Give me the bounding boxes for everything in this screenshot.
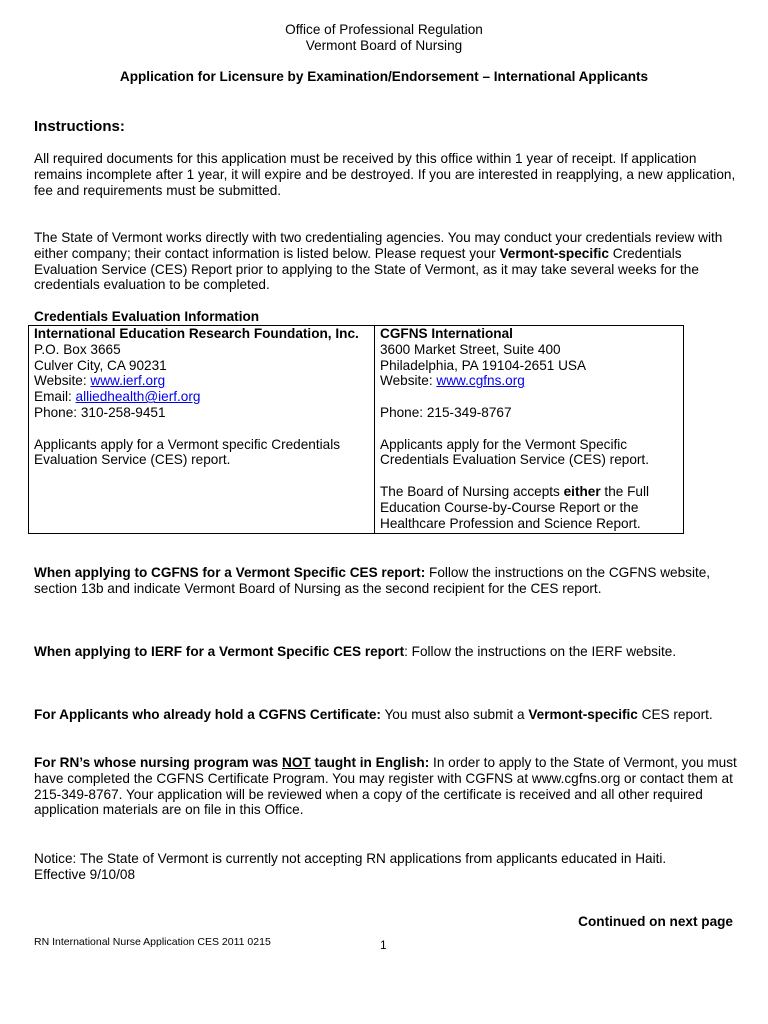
instructions-heading: Instructions: [34,118,125,135]
cgfns-phone: Phone: 215-349-8767 [380,404,512,420]
ierf-email-line: Email: alliedhealth@ierf.org [34,389,201,405]
cgfns-address-1: 3600 Market Street, Suite 400 [380,341,561,357]
page-number: 1 [380,938,387,952]
office-name: Office of Professional Regulation [285,22,483,37]
cgfns-name: CGFNS International [380,326,513,341]
instructions-paragraph-2: The State of Vermont works directly with two credentialing agencies. You may conduct your credentials review with either company; their contact information is listed below. Please request your Vermont-specific Credentials Evaluation Service (CES) Report prior to applying to the State of Vermont, as it may take several weeks for the credentials evaluation to be completed. [34,230,723,293]
ierf-phone: Phone: 310-258-9451 [34,404,166,420]
cgfns-apply-section: When applying to CGFNS for a Vermont Specific CES report: Follow the instructions on the CGFNS website, section 13b and indicate Vermont Board of Nursing as the second recipient for the CES report. [34,565,711,596]
ierf-note: Applicants apply for a Vermont specific Credentials Evaluation Service (CES) report. [34,436,341,468]
continued-notice: Continued on next page [578,914,733,929]
ierf-website-link[interactable]: www.ierf.org [90,373,166,389]
credentials-heading: Credentials Evaluation Information [34,309,260,324]
cgfns-website-line: Website: www.cgfns.org [380,373,525,389]
cgfns-contact-cell [375,326,684,534]
ierf-contact-cell [29,326,375,534]
haiti-notice: Notice: The State of Vermont is currently not accepting RN applications from applicants educated in Haiti. Effective 9/10/08 [34,851,667,882]
ierf-website-line: Website: www.ierf.org [34,373,166,389]
cgfns-accept-note: The Board of Nursing accepts either the Full Education Course-by-Course Report or the Healthcare Profession and Science Report. [380,483,649,531]
non-english-program-section: For RN’s whose nursing program was NOT taught in English: In order to apply to the State of Vermont, you must have completed the CGFNS Certificate Program. You may register with CGFNS at www.cgfns.org or contact them at 215-349-8767. Your application will be reviewed when a copy of the certificate is received and all other required application materials are on file in this Office. [34,755,737,818]
cgfns-website-link[interactable]: www.cgfns.org [436,373,525,389]
cgfns-certificate-section: For Applicants who already hold a CGFNS Certificate: You must also submit a Vermont-specific CES report. [34,707,713,722]
cgfns-address-2: Philadelphia, PA 19104-2651 USA [380,357,587,373]
ierf-name: International Education Research Foundation, Inc. [34,326,359,341]
credentials-table [28,325,684,534]
board-name: Vermont Board of Nursing [305,38,463,53]
form-id: RN International Nurse Application CES 2011 0215 [34,936,271,948]
ierf-email-link[interactable]: alliedhealth@ierf.org [75,389,201,405]
ierf-address-1: P.O. Box 3665 [34,341,121,357]
page-title: Application for Licensure by Examination/Endorsement – International Applicants [119,69,649,84]
cgfns-note: Applicants apply for the Vermont Specific Credentials Evaluation Service (CES) report. [380,436,649,468]
ierf-address-2: Culver City, CA 90231 [34,357,167,373]
ierf-apply-section: When applying to IERF for a Vermont Specific CES report: Follow the instructions on the IERF website. [34,644,677,659]
instructions-paragraph-1: All required documents for this application must be received by this office within 1 year of receipt. If application remains incomplete after 1 year, it will expire and be destroyed. If you are interested in reapplying, a new application, fee and requirements must be submitted. [34,151,736,198]
